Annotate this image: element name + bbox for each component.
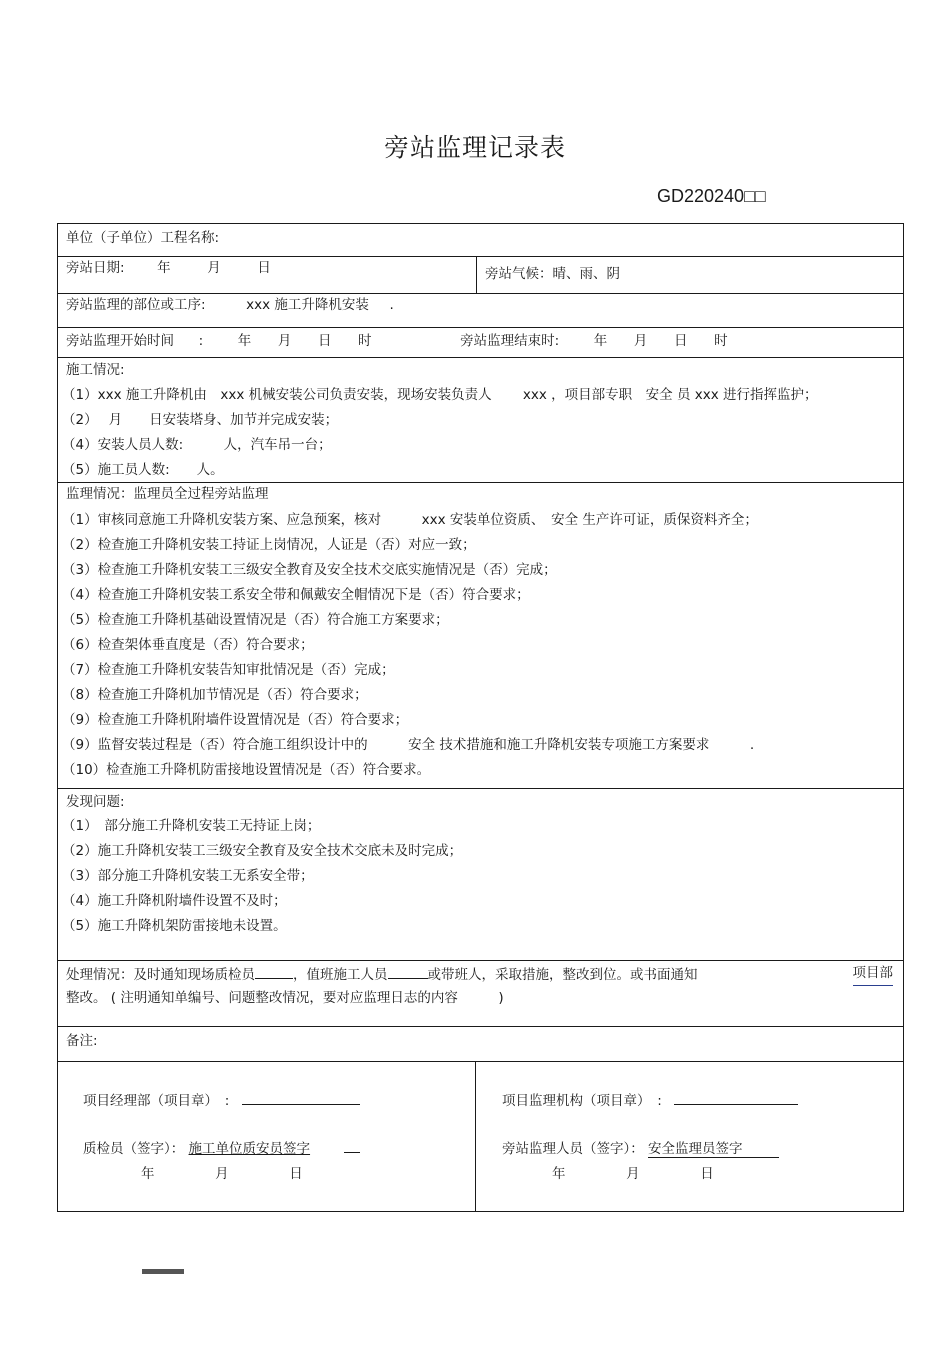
list-item: （8）检查施工升降机加节情况是（否）符合要求； [62,687,368,703]
handling-text-c: 或带班人，采取措施，整改到位。或书面通知 [427,967,698,983]
date-weather-row [58,256,903,293]
supervisor-seal-blank [674,1090,798,1105]
list-item: （1） 部分施工升降机安装工无持证上岗； [62,818,321,834]
supervisor-seal-label: 项目监理机构（项目章） : [502,1093,662,1109]
list-item: （4）施工升降机附墙件设置不及时； [62,893,287,909]
date-day: 日 [257,260,271,276]
list-item: （6）检查架体垂直度是（否）符合要求； [62,637,314,653]
inspector-signature-value: 施工单位质安员签字 [188,1141,311,1157]
end-hour: 时 [714,333,728,349]
handling-section [58,960,903,1026]
list-item: （5）检查施工升降机基础设置情况是（否）符合施工方案要求； [62,612,449,628]
page-title: 旁站监理记录表 [383,133,566,162]
form-code: GD220240□□ [657,186,766,206]
end-month: 月 [633,333,648,349]
start-year: 年 [237,333,252,349]
supervision-heading: 监理情况：监理员全过程旁站监理 [66,486,269,502]
handling-text-b: ，值班施工人员 [293,967,388,983]
list-item: （4）安装人员人数: 人，汽车吊一台； [62,437,332,453]
end-year: 年 [593,333,608,349]
list-item: （3）检查施工升降机安装工三级安全教育及安全技术交底实施情况是（否）完成； [62,562,557,578]
supervisor-date-year: 年 [552,1166,566,1182]
list-item: （1）审核同意施工升降机安装方案、应急预案，核对 xxx 安装单位资质、 安全 生产许可证，质保资料齐全； [62,512,758,528]
problems-heading: 发现问题: [66,794,125,810]
position-label: 旁站监理的部位或工序: [66,297,206,313]
position-end: . [389,297,394,313]
contractor-signature-cell [58,1062,475,1211]
date-label: 旁站日期: [66,260,125,276]
list-item: （2）检查施工升降机安装工持证上岗情况，人证是（否）对应一致； [62,537,476,553]
start-time-label: 旁站监理开始时间 [66,333,174,349]
contractor-seal-label: 项目经理部（项目章） : [83,1093,230,1109]
weather-text: 旁站气候：晴、雨、阴 [485,266,620,282]
inspector-signature-label: 质检员（签字）： [83,1141,185,1157]
date-month: 月 [207,260,221,276]
date-year: 年 [157,260,171,276]
end-time-label: 旁站监理结束时: [460,333,560,349]
list-item: （5）施工员人数: 人。 [62,462,224,478]
start-time-colon: : [198,333,204,349]
start-month: 月 [277,333,292,349]
construction-section [58,357,903,482]
time-row [58,327,903,357]
list-item: （7）检查施工升降机安装告知审批情况是（否）完成； [62,662,395,678]
inspector-extra-blank [344,1138,360,1153]
handling-text-d: 项目部 [853,961,894,986]
remarks-label: 备注: [66,1033,98,1049]
start-hour: 时 [358,333,372,349]
position-value: xxx 施工升降机安装 [246,297,369,313]
date-cell [58,257,476,293]
supervisor-signature-label: 旁站监理人员（签字）： [502,1141,644,1157]
supervisor-signature-cell [475,1062,903,1211]
supervisor-date-day: 日 [700,1166,714,1182]
end-day: 日 [673,333,688,349]
position-row [58,293,903,327]
duty-staff-blank [388,964,428,979]
list-item: （1）xxx 施工升降机由 xxx 机械安装公司负责安装，现场安装负责人 xxx ，项目部专职 安全 员 xxx 进行指挥监护； [62,387,818,403]
handling-line2: 整改。 ( 注明通知单编号、问题整改情况，要对应监理日志的内容 ) [66,990,504,1006]
list-item: （2）施工升降机安装工三级安全教育及安全技术交底未及时完成； [62,843,463,859]
list-item: （4）检查施工升降机安装工系安全带和佩戴安全帽情况下是（否）符合要求； [62,587,530,603]
contractor-seal-blank [242,1090,360,1105]
project-name-label: 单位（子单位）工程名称: [66,230,220,246]
problems-section [58,788,903,960]
supervision-section [58,482,903,788]
signature-row [58,1061,903,1211]
list-item: （9）监督安装过程是（否）符合施工组织设计中的 安全 技术措施和施工升降机安装专项施工方案要求 . [62,737,755,753]
list-item: （9）检查施工升降机附墙件设置情况是（否）符合要求； [62,712,409,728]
list-item: （5）施工升降机架防雷接地未设置。 [62,918,287,934]
weather-cell [476,257,903,293]
contractor-date-day: 日 [289,1166,303,1182]
footer-mark [142,1269,184,1274]
supervisor-signature-value: 安全监理员签字 [648,1141,779,1158]
start-day: 日 [317,333,332,349]
inspector-blank [255,964,293,979]
construction-heading: 施工情况: [66,362,125,378]
project-name-row [58,224,903,256]
supervisor-date-month: 月 [626,1166,640,1182]
record-form [57,223,904,1212]
list-item: （3）部分施工升降机安装工无系安全带； [62,868,314,884]
contractor-date-month: 月 [215,1166,229,1182]
handling-text-a: 处理情况：及时通知现场质检员 [66,967,255,983]
remarks-row [58,1026,903,1061]
contractor-date-year: 年 [141,1166,155,1182]
list-item: （10）检查施工升降机防雷接地设置情况是（否）符合要求。 [62,762,431,778]
list-item: （2） 月 日安装塔身、加节并完成安装； [62,412,339,428]
